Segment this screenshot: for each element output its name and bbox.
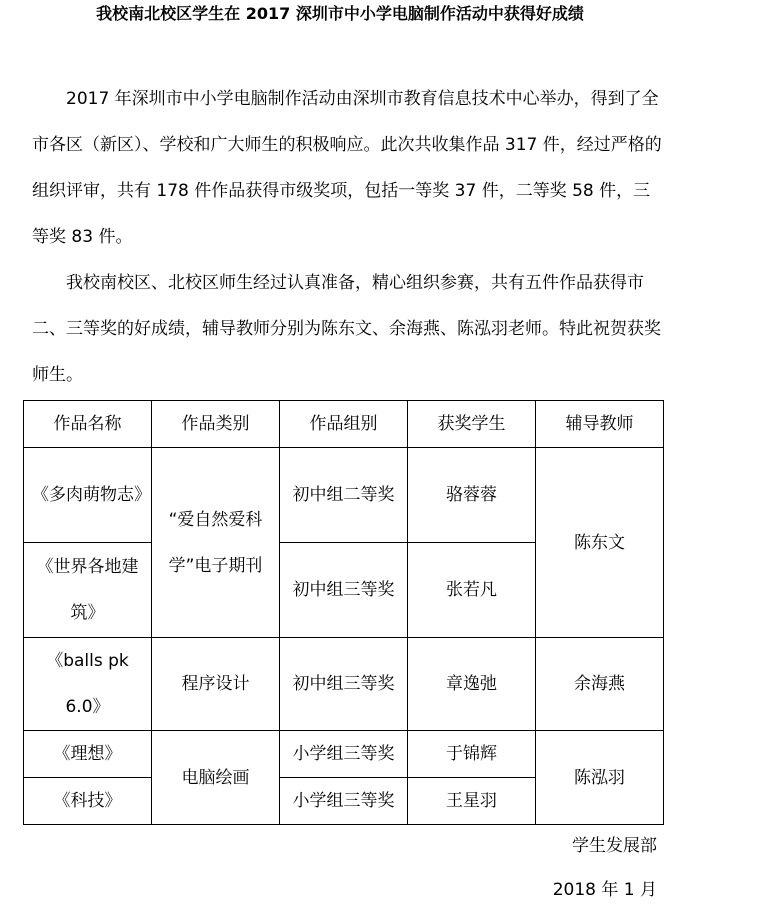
cell-category: “爱自然爱科学”电子期刊	[152, 448, 280, 638]
cell-work-name: 《理想》	[24, 731, 152, 778]
cell-category: 程序设计	[152, 638, 280, 731]
header-category: 作品类别	[152, 401, 280, 448]
cell-work-name: 《balls pk 6.0》	[24, 638, 152, 731]
signature-date: 2018 年 1 月	[552, 880, 657, 900]
table-row	[24, 638, 664, 731]
table-row	[24, 448, 664, 543]
table-row	[24, 731, 664, 778]
cell-group: 初中组二等奖	[280, 448, 408, 543]
cell-student: 王星羽	[408, 778, 536, 825]
document-title: 我校南北校区学生在 2017 深圳市中小学电脑制作活动中获得好成绩	[96, 4, 584, 23]
header-teacher: 辅导教师	[536, 401, 664, 448]
header-group: 作品组别	[280, 401, 408, 448]
cell-student: 张若凡	[408, 543, 536, 638]
cell-category: 电脑绘画	[152, 731, 280, 825]
cell-teacher: 余海燕	[536, 638, 664, 731]
paragraph-intro: 2017 年深圳市中小学电脑制作活动由深圳市教育信息技术中心举办，得到了全市各区（新区）、学校和广大师生的积极响应。此次共收集作品 317 件，经过严格的组织评审，共有 178 件作品获得市级奖项，包括一等奖 37 件，二等奖 58 件，三等奖 83 件。	[32, 89, 662, 247]
header-work-name: 作品名称	[24, 401, 152, 448]
cell-group: 小学组三等奖	[280, 731, 408, 778]
cell-teacher: 陈东文	[536, 448, 664, 638]
cell-student: 章逸弛	[408, 638, 536, 731]
cell-group: 初中组三等奖	[280, 543, 408, 638]
cell-work-name: 《多肉萌物志》	[24, 448, 152, 543]
cell-group: 小学组三等奖	[280, 778, 408, 825]
cell-group: 初中组三等奖	[280, 638, 408, 731]
awards-table	[23, 400, 664, 825]
cell-work-name: 《科技》	[24, 778, 152, 825]
cell-student: 骆蓉蓉	[408, 448, 536, 543]
table-header-row	[24, 401, 664, 448]
header-student: 获奖学生	[408, 401, 536, 448]
cell-student: 于锦辉	[408, 731, 536, 778]
cell-teacher: 陈泓羽	[536, 731, 664, 825]
signature-department: 学生发展部	[572, 836, 657, 856]
cell-work-name: 《世界各地建筑》	[24, 543, 152, 638]
paragraph-school-results: 我校南校区、北校区师生经过认真准备，精心组织参赛，共有五件作品获得市二、三等奖的好成绩，辅导教师分别为陈东文、余海燕、陈泓羽老师。特此祝贺获奖师生。	[32, 273, 661, 385]
